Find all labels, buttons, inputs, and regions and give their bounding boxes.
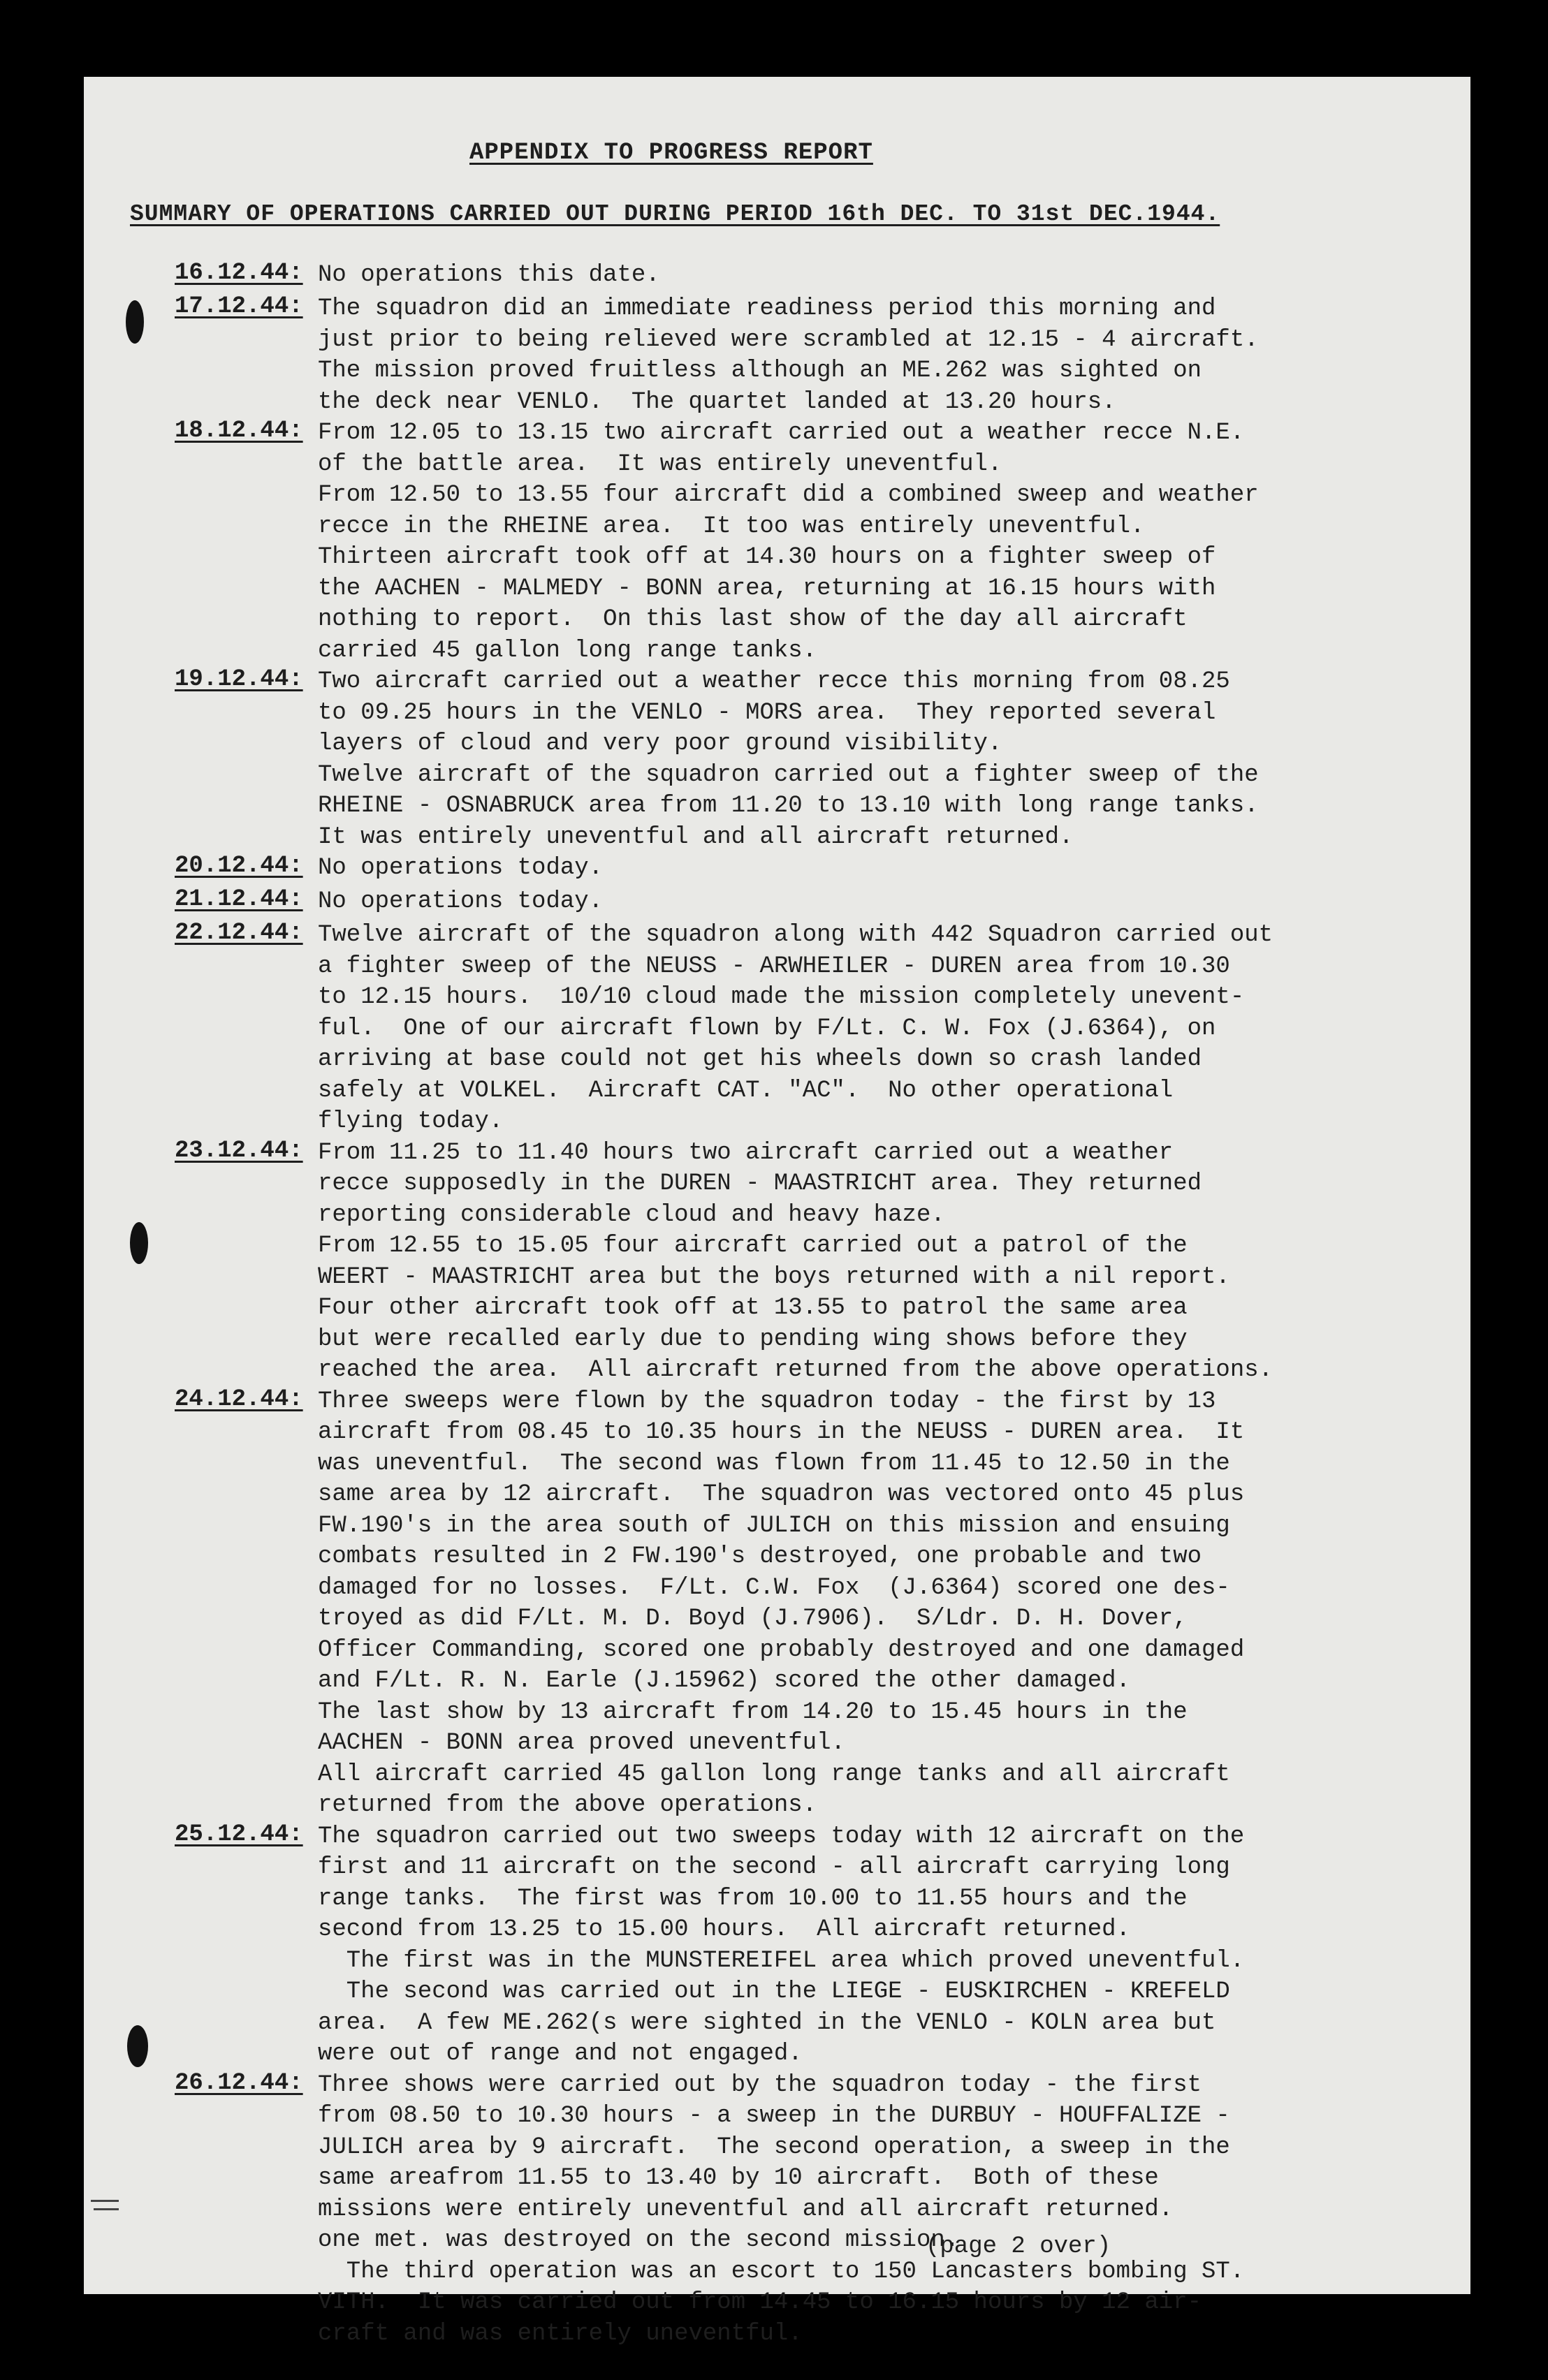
entry-line: aircraft from 08.45 to 10.35 hours in the NEUSS - DUREN area. It xyxy=(318,1419,1245,1446)
log-entry xyxy=(175,260,1460,293)
margin-mark xyxy=(94,2208,119,2210)
entry-line: The second was carried out in the LIEGE - EUSKIRCHEN - KREFELD xyxy=(318,1978,1230,2005)
entry-line: recce supposedly in the DUREN - MAASTRICHT area. They returned xyxy=(318,1170,1202,1197)
entry-line: From 11.25 to 11.40 hours two aircraft carried out a weather xyxy=(318,1139,1174,1166)
entry-date: 23.12.44: xyxy=(175,1137,303,1164)
entry-line: All aircraft carried 45 gallon long range tanks and all aircraft xyxy=(318,1761,1230,1788)
entry-line: flying today. xyxy=(318,1108,504,1135)
entry-date: 21.12.44: xyxy=(175,886,303,913)
operations-log xyxy=(175,260,1460,2349)
log-entry xyxy=(175,1138,1460,1386)
entry-line: JULICH area by 9 aircraft. The second operation, a sweep in the xyxy=(318,2133,1230,2161)
entry-line: VITH. It was carried out from 14.45 to 16.15 hours by 12 air- xyxy=(318,2289,1202,2316)
entry-date: 25.12.44: xyxy=(175,1821,303,1848)
punch-hole-mark xyxy=(130,1222,148,1264)
entry-line: same areafrom 11.55 to 13.40 by 10 aircraft. Both of these xyxy=(318,2165,1159,2191)
entry-line: safely at VOLKEL. Aircraft CAT. "AC". No other operational xyxy=(318,1077,1174,1104)
entry-date: 17.12.44: xyxy=(175,293,303,320)
document-page xyxy=(84,77,1470,2347)
entry-line: missions were entirely uneventful and all aircraft returned. xyxy=(318,2196,1174,2223)
log-entry xyxy=(175,2070,1460,2350)
entry-date: 22.12.44: xyxy=(175,920,303,946)
punch-hole-mark xyxy=(126,300,144,344)
entry-line: The first was in the MUNSTEREIFEL area which proved uneventful. xyxy=(318,1947,1245,1974)
entry-line: a fighter sweep of the NEUSS - ARWHEILER - DUREN area from 10.30 xyxy=(318,953,1230,980)
entry-line: The third operation was an escort to 150 Lancasters bombing ST. xyxy=(318,2258,1245,2285)
entry-line: No operations this date. xyxy=(318,262,660,288)
entry-line: to 12.15 hours. 10/10 cloud made the mission completely unevent- xyxy=(318,984,1245,1011)
entry-line: No operations today. xyxy=(318,888,604,915)
entry-line: Twelve aircraft of the squadron carried out a fighter sweep of the xyxy=(318,761,1259,788)
entry-line: No operations today. xyxy=(318,855,604,881)
entry-line: The squadron did an immediate readiness period this morning and xyxy=(318,295,1216,322)
entry-line: the deck near VENLO. The quartet landed at 13.20 hours. xyxy=(318,388,1116,416)
entry-line: recce in the RHEINE area. It too was entirely uneventful. xyxy=(318,513,1145,540)
entry-text xyxy=(318,1386,1460,1821)
entry-line: area. A few ME.262(s were sighted in the VENLO - KOLN area but xyxy=(318,2009,1216,2036)
log-entry xyxy=(175,293,1460,418)
entry-line: Thirteen aircraft took off at 14.30 hours on a fighter sweep of xyxy=(318,544,1216,571)
entry-line: The last show by 13 aircraft from 14.20 to 15.45 hours in the xyxy=(318,1698,1188,1726)
entry-line: The mission proved fruitless although an ME.262 was sighted on xyxy=(318,358,1202,384)
entry-line: and F/Lt. R. N. Earle (J.15962) scored the other damaged. xyxy=(318,1668,1130,1694)
entry-line: RHEINE - OSNABRUCK area from 11.20 to 13.10 with long range tanks. xyxy=(318,793,1259,819)
log-entry xyxy=(175,1821,1460,2070)
entry-line: returned from the above operations. xyxy=(318,1792,817,1819)
entry-line: Four other aircraft took off at 13.55 to patrol the same area xyxy=(318,1295,1188,1321)
entry-date: 18.12.44: xyxy=(175,418,303,444)
entry-line: of the battle area. It was entirely uneventful. xyxy=(318,450,1002,478)
entry-line: but were recalled early due to pending wing shows before they xyxy=(318,1325,1188,1353)
entry-line: damaged for no losses. F/Lt. C.W. Fox (J.6364) scored one des- xyxy=(318,1574,1230,1601)
entry-line: was uneventful. The second was flown from 11.45 to 12.50 in the xyxy=(318,1450,1230,1477)
log-entry xyxy=(175,666,1460,853)
entry-text xyxy=(318,1821,1460,2070)
page-footer: (page 2 over) xyxy=(926,2233,1111,2260)
entry-line: one met. was destroyed on the second mission. xyxy=(318,2227,960,2254)
entry-text xyxy=(318,920,1460,1138)
entry-line: WEERT - MAASTRICHT area but the boys returned with a nil report. xyxy=(318,1263,1230,1291)
entry-line: FW.190's in the area south of JULICH on this mission and ensuing xyxy=(318,1512,1230,1539)
document-title: APPENDIX TO PROGRESS REPORT xyxy=(469,140,873,166)
log-entry xyxy=(175,886,1460,920)
entry-line: were out of range and not engaged. xyxy=(318,2041,803,2067)
entry-text xyxy=(318,666,1460,853)
entry-line: second from 13.25 to 15.00 hours. All aircraft returned. xyxy=(318,1916,1130,1943)
entry-text xyxy=(318,260,1460,291)
log-entry xyxy=(175,1386,1460,1821)
entry-line: carried 45 gallon long range tanks. xyxy=(318,637,817,664)
entry-line: same area by 12 aircraft. The squadron was vectored onto 45 plus xyxy=(318,1481,1245,1508)
entry-date: 19.12.44: xyxy=(175,666,303,693)
entry-line: From 12.55 to 15.05 four aircraft carried out a patrol of the xyxy=(318,1233,1188,1259)
entry-date: 16.12.44: xyxy=(175,260,303,286)
log-entry xyxy=(175,853,1460,886)
entry-text xyxy=(318,886,1460,918)
entry-line: the AACHEN - MALMEDY - BONN area, returning at 16.15 hours with xyxy=(318,575,1216,602)
entry-line: Officer Commanding, scored one probably destroyed and one damaged xyxy=(318,1636,1245,1663)
entry-line: Twelve aircraft of the squadron along with 442 Squadron carried out xyxy=(318,922,1273,948)
margin-mark xyxy=(91,2200,119,2202)
entry-text xyxy=(318,1138,1460,1386)
entry-line: troyed as did F/Lt. M. D. Boyd (J.7906). S/Ldr. D. H. Dover, xyxy=(318,1606,1188,1632)
entry-text xyxy=(318,2070,1460,2350)
entry-text xyxy=(318,293,1460,418)
entry-line: Three sweeps were flown by the squadron today - the first by 13 xyxy=(318,1388,1216,1415)
entry-line: range tanks. The first was from 10.00 to 11.55 hours and the xyxy=(318,1885,1188,1912)
entry-date: 24.12.44: xyxy=(175,1386,303,1413)
entry-line: From 12.05 to 13.15 two aircraft carried out a weather recce N.E. xyxy=(318,420,1245,446)
entry-line: first and 11 aircraft on the second - all aircraft carrying long xyxy=(318,1854,1230,1881)
entry-line: The squadron carried out two sweeps today with 12 aircraft on the xyxy=(318,1823,1245,1850)
punch-hole-mark xyxy=(127,2025,148,2067)
entry-line: to 09.25 hours in the VENLO - MORS area. They reported several xyxy=(318,699,1216,726)
document-subtitle: SUMMARY OF OPERATIONS CARRIED OUT DURING PERIOD 16th DEC. TO 31st DEC.1944. xyxy=(130,201,1220,227)
entry-line: layers of cloud and very poor ground visibility. xyxy=(318,730,1002,757)
entry-line: arriving at base could not get his wheels down so crash landed xyxy=(318,1046,1202,1073)
entry-line: craft and was entirely uneventful. xyxy=(318,2320,803,2347)
entry-line: Two aircraft carried out a weather recce this morning from 08.25 xyxy=(318,668,1230,695)
entry-line: from 08.50 to 10.30 hours - a sweep in the DURBUY - HOUFFALIZE - xyxy=(318,2103,1230,2129)
entry-line: AACHEN - BONN area proved uneventful. xyxy=(318,1730,845,1756)
entry-line: just prior to being relieved were scrambled at 12.15 - 4 aircraft. xyxy=(318,326,1259,353)
entry-line: reporting considerable cloud and heavy haze. xyxy=(318,1201,945,1228)
entry-date: 26.12.44: xyxy=(175,2069,303,2096)
entry-line: nothing to report. On this last show of the day all aircraft xyxy=(318,606,1188,633)
entry-text xyxy=(318,418,1460,666)
entry-line: Three shows were carried out by the squadron today - the first xyxy=(318,2071,1202,2099)
log-entry xyxy=(175,920,1460,1138)
entry-date: 20.12.44: xyxy=(175,853,303,879)
entry-text xyxy=(318,853,1460,884)
entry-line: combats resulted in 2 FW.190's destroyed, one probable and two xyxy=(318,1543,1202,1570)
log-entry xyxy=(175,418,1460,666)
entry-line: ful. One of our aircraft flown by F/Lt. C. W. Fox (J.6364), on xyxy=(318,1015,1216,1042)
entry-line: From 12.50 to 13.55 four aircraft did a combined sweep and weather xyxy=(318,482,1259,508)
entry-line: reached the area. All aircraft returned from the above operations. xyxy=(318,1357,1273,1383)
entry-line: It was entirely uneventful and all aircraft returned. xyxy=(318,823,1074,851)
